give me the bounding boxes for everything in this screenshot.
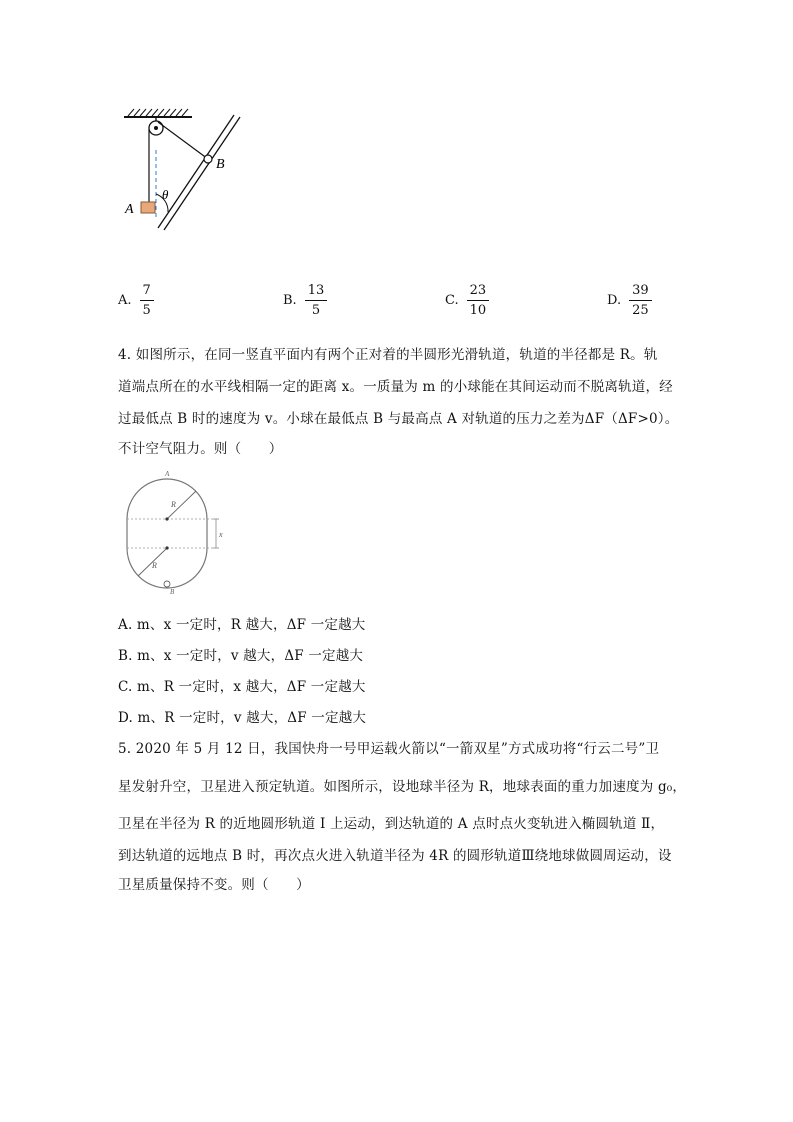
q4-stem-line: 过最低点 B 时的速度为 v。小球在最低点 B 与最高点 A 对轨道的压力之差为ΔF（ΔF>0）。: [118, 411, 679, 427]
q5-stem-line: 星发射升空，卫星进入预定轨道。如图所示，设地球半径为 R，地球表面的重力加速度为 g₀，: [118, 779, 687, 795]
q5-stem-line: 卫星在半径为 R 的近地圆形轨道 Ⅰ 上运动，到达轨道的 A 点时点火变轨进入椭圆轨道 Ⅱ，: [118, 816, 665, 832]
label-r: R: [171, 500, 176, 509]
q4-stem-line: 道端点所在的水平线相隔一定的距离 x。一质量为 m 的小球能在其间运动而不脱离轨道，经: [118, 379, 673, 395]
q3-options: [118, 283, 678, 327]
label-theta: θ: [162, 187, 169, 202]
q4-option-b[interactable]: B. m、x 一定时，v 越大，ΔF 一定越大: [118, 648, 364, 664]
q4-option-c[interactable]: C. m、R 一定时，x 越大，ΔF 一定越大: [118, 679, 366, 695]
fraction: $\frac{39}{25}$: [629, 283, 652, 318]
label-b: B: [170, 588, 175, 596]
q4-option-a[interactable]: A. m、x 一定时，R 越大，ΔF 一定越大: [118, 617, 366, 633]
label-x: x: [219, 530, 223, 539]
q3-option-d[interactable]: D. $\frac{39}{25}$: [607, 283, 652, 318]
label-a: A: [125, 202, 134, 217]
fraction: $\frac{23}{10}$: [467, 283, 490, 318]
label-r: R: [152, 561, 157, 570]
pulley-incline-figure: [118, 108, 248, 238]
fraction: $\frac{13}{5}$: [305, 283, 328, 318]
q4-stem-line: 不计空气阻力。则（ ）: [118, 441, 283, 457]
q5-stem-line: 到达轨道的远地点 B 时，再次点火进入轨道半径为 4R 的圆形轨道Ⅲ绕地球做圆周运动，设: [118, 848, 672, 864]
q4-option-d[interactable]: D. m、R 一定时，v 越大，ΔF 一定越大: [118, 710, 367, 726]
q5-stem-line: 5. 2020 年 5 月 12 日，我国快舟一号甲运载火箭以“一箭双星”方式成功将“行云二号”卫: [118, 741, 660, 757]
q5-stem-line: 卫星质量保持不变。则（ ）: [118, 877, 310, 893]
q4-stem-line: 4. 如图所示，在同一竖直平面内有两个正对着的半圆形光滑轨道，轨道的半径都是 R。轨: [118, 347, 658, 363]
fraction: $\frac{7}{5}$: [140, 283, 154, 318]
label-b: B: [216, 157, 225, 172]
q3-option-a[interactable]: A. $\frac{7}{5}$: [118, 283, 154, 318]
q3-option-b[interactable]: B. $\frac{13}{5}$: [283, 283, 327, 318]
label-a: A: [165, 470, 170, 478]
q3-option-c[interactable]: C. $\frac{23}{10}$: [445, 283, 489, 318]
semicircle-track-figure: [118, 466, 238, 602]
